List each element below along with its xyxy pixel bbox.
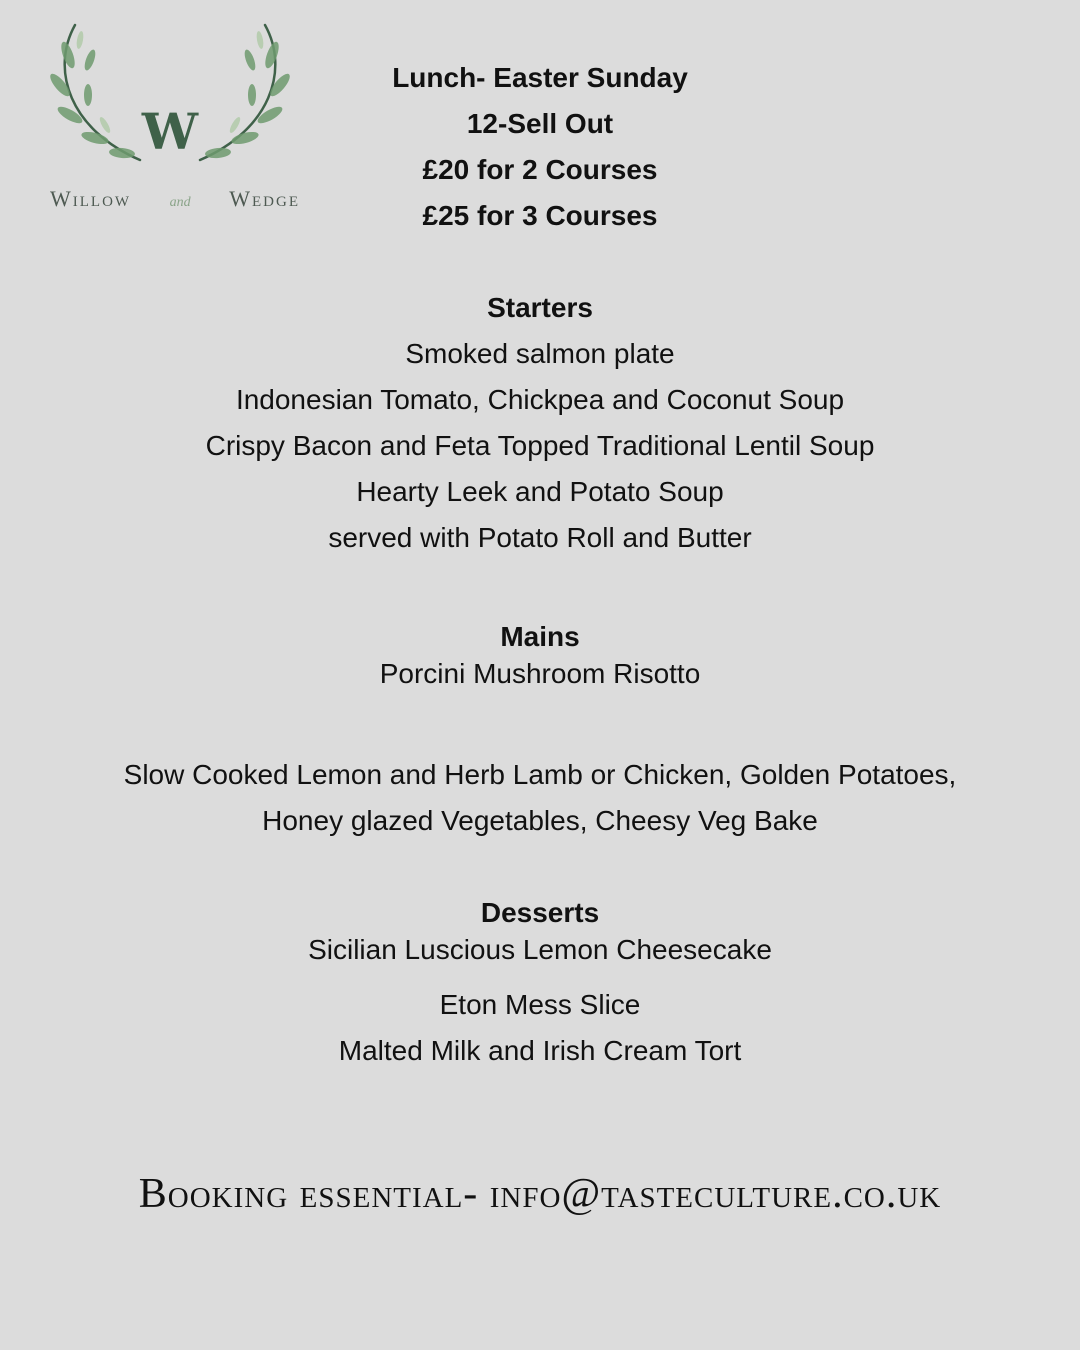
menu-item: Slow Cooked Lemon and Herb Lamb or Chicken, Golden Potatoes, — [123, 759, 957, 790]
menu-item: Malted Milk and Irish Cream Tort — [338, 1035, 742, 1066]
menu-item: Hearty Leek and Potato Soup — [356, 476, 724, 507]
starters-section — [0, 285, 1080, 561]
header-time: 12-Sell Out — [466, 108, 614, 139]
menu-item: Sicilian Luscious Lemon Cheesecake — [308, 934, 772, 965]
header-price-3-courses: £25 for 3 Courses — [422, 200, 658, 231]
logo-name-and: and — [169, 195, 191, 210]
section-title: Starters — [487, 292, 593, 323]
mains-section — [0, 614, 1080, 844]
header-price-2-courses: £20 for 2 Courses — [422, 154, 658, 185]
section-title: Mains — [500, 621, 580, 652]
menu-item: served with Potato Roll and Butter — [328, 522, 752, 553]
logo-name-right: Wedge — [229, 186, 300, 211]
menu-item: Eton Mess Slice — [439, 989, 641, 1020]
header-title: Lunch- Easter Sunday — [392, 62, 688, 93]
menu-header — [0, 55, 1080, 239]
desserts-section — [0, 890, 1080, 1074]
menu-item: Indonesian Tomato, Chickpea and Coconut Soup — [235, 384, 845, 415]
logo-name-left: Willow — [50, 186, 132, 211]
spacer — [0, 688, 1080, 752]
section-title: Desserts — [480, 897, 600, 928]
menu-item: Porcini Mushroom Risotto — [379, 658, 701, 689]
booking-note: Booking essential- info@tasteculture.co.uk — [138, 1171, 942, 1217]
logo-monogram: W — [141, 102, 199, 161]
menu-item: Crispy Bacon and Feta Topped Traditional Lentil Soup — [205, 430, 875, 461]
menu-item: Honey glazed Vegetables, Cheesy Veg Bake — [262, 805, 818, 836]
menu-item: Smoked salmon plate — [405, 338, 675, 369]
